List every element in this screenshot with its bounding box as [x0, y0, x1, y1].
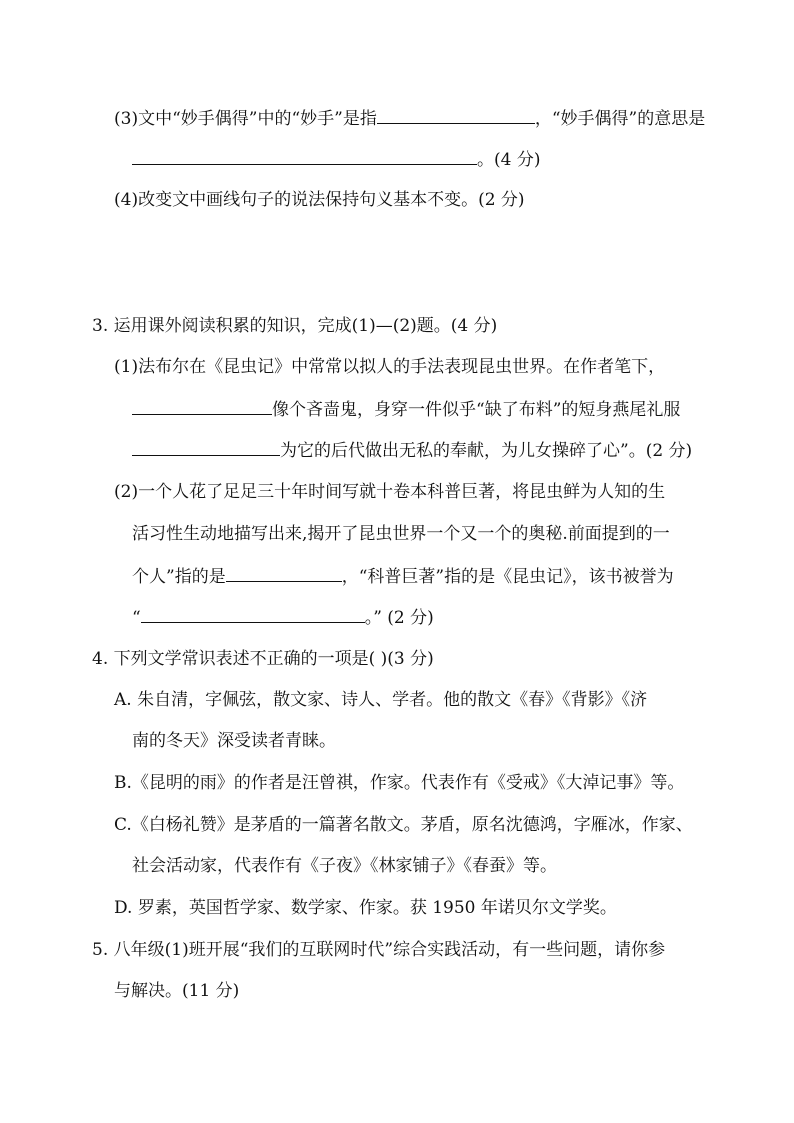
- q4-option-a-line2: [132, 730, 336, 752]
- q5-stem-text-2: 与解决。(11 分): [114, 981, 240, 1001]
- q3-part2-line1: [114, 481, 665, 503]
- q3-part2-line2: [132, 523, 670, 545]
- q3-part2-text-4: ，“科普巨著”指的是《昆虫记》，该书被誉为: [341, 567, 674, 587]
- q3-part2-open-quote: “: [132, 608, 141, 628]
- q3-part2-text-1: (2)一个人花了足足三十年时间写就十卷本科普巨著，将昆虫鲜为人知的生: [114, 482, 666, 502]
- q2-part3-answer-blank-1[interactable]: [377, 107, 535, 124]
- q4-option-b-text: B.《昆明的雨》的作者是汪曾祺，作家。代表作有《受戒》《大淖记事》等。: [114, 773, 685, 793]
- q4-option-d[interactable]: [114, 897, 617, 919]
- q3-part1-text-1: (1)法布尔在《昆虫记》中常常以拟人的手法表现昆虫世界。在作者笔下，: [114, 357, 666, 377]
- q5-stem-line2: [114, 980, 239, 1002]
- q2-part4: [114, 189, 525, 211]
- q3-part2-text-5: 。” (2 分): [364, 608, 434, 628]
- q4-option-b[interactable]: [114, 772, 684, 794]
- q3-part1-answer-blank-2[interactable]: [132, 439, 280, 456]
- q4-stem-text: 4. 下列文学常识表述不正确的一项是( )(3 分): [92, 649, 434, 669]
- q3-part2-line4: [132, 606, 434, 629]
- q3-part1-line2: [132, 398, 680, 421]
- q4-option-a-line1[interactable]: [114, 689, 647, 711]
- q2-part3-line2: [132, 148, 540, 171]
- q2-part3-answer-blank-2[interactable]: [132, 148, 477, 165]
- q3-part1-line3: [132, 439, 692, 462]
- q3-part2-text-2: 活习性生动地描写出来,揭开了昆虫世界一个又一个的奥秘.前面提到的一: [132, 524, 670, 544]
- q3-part1-line1: [114, 356, 665, 378]
- q2-part4-text: (4)改变文中画线句子的说法保持句义基本不变。(2 分): [114, 190, 525, 210]
- q3-part1-text-2: 像个吝啬鬼，身穿一件似乎“缺了布料”的短身燕尾礼服: [272, 400, 681, 420]
- q4-option-c-text-2: 社会活动家，代表作有《子夜》《林家铺子》《春蚕》等。: [132, 856, 557, 876]
- q3-part1-answer-blank-1[interactable]: [132, 398, 272, 415]
- q4-stem: [92, 648, 434, 670]
- q3-part2-answer-blank-1[interactable]: [226, 565, 342, 582]
- q4-option-c-text-1: C.《白杨礼赞》是茅盾的一篇著名散文。茅盾，原名沈德鸿，字雁冰，作家、: [114, 815, 693, 835]
- q3-part1-text-3: 为它的后代做出无私的奉献，为儿女操碎了心”。(2 分): [280, 441, 693, 461]
- q3-part2-line3: [132, 565, 674, 588]
- q4-option-a-text-1: A. 朱自清，字佩弦，散文家、诗人、学者。他的散文《春》《背影》《济: [114, 690, 648, 710]
- q5-stem-text-1: 5. 八年级(1)班开展“我们的互联网时代”综合实践活动，有一些问题，请你参: [92, 940, 666, 960]
- q4-option-a-text-2: 南的冬天》深受读者青睐。: [132, 731, 336, 751]
- q2-part3-prompt: (3)文中“妙手偶得”中的“妙手”是指: [114, 109, 377, 129]
- q4-option-c-line2: [132, 855, 557, 877]
- q4-option-c-line1[interactable]: [114, 814, 693, 836]
- q3-stem: [92, 315, 497, 337]
- q2-part3-prompt-2: ，“妙手偶得”的意思是: [534, 109, 706, 129]
- q3-stem-text: 3. 运用课外阅读积累的知识，完成(1)—(2)题。(4 分): [92, 316, 498, 336]
- q4-option-d-text: D. 罗素，英国哲学家、数学家、作家。获 1950 年诺贝尔文学奖。: [114, 898, 617, 918]
- q3-part2-text-3: 个人”指的是: [132, 567, 226, 587]
- q2-part3-line1: [114, 107, 705, 130]
- q2-part3-points: 。(4 分): [477, 150, 541, 170]
- q3-part2-answer-blank-2[interactable]: [141, 606, 365, 623]
- q5-stem-line1: [92, 939, 665, 961]
